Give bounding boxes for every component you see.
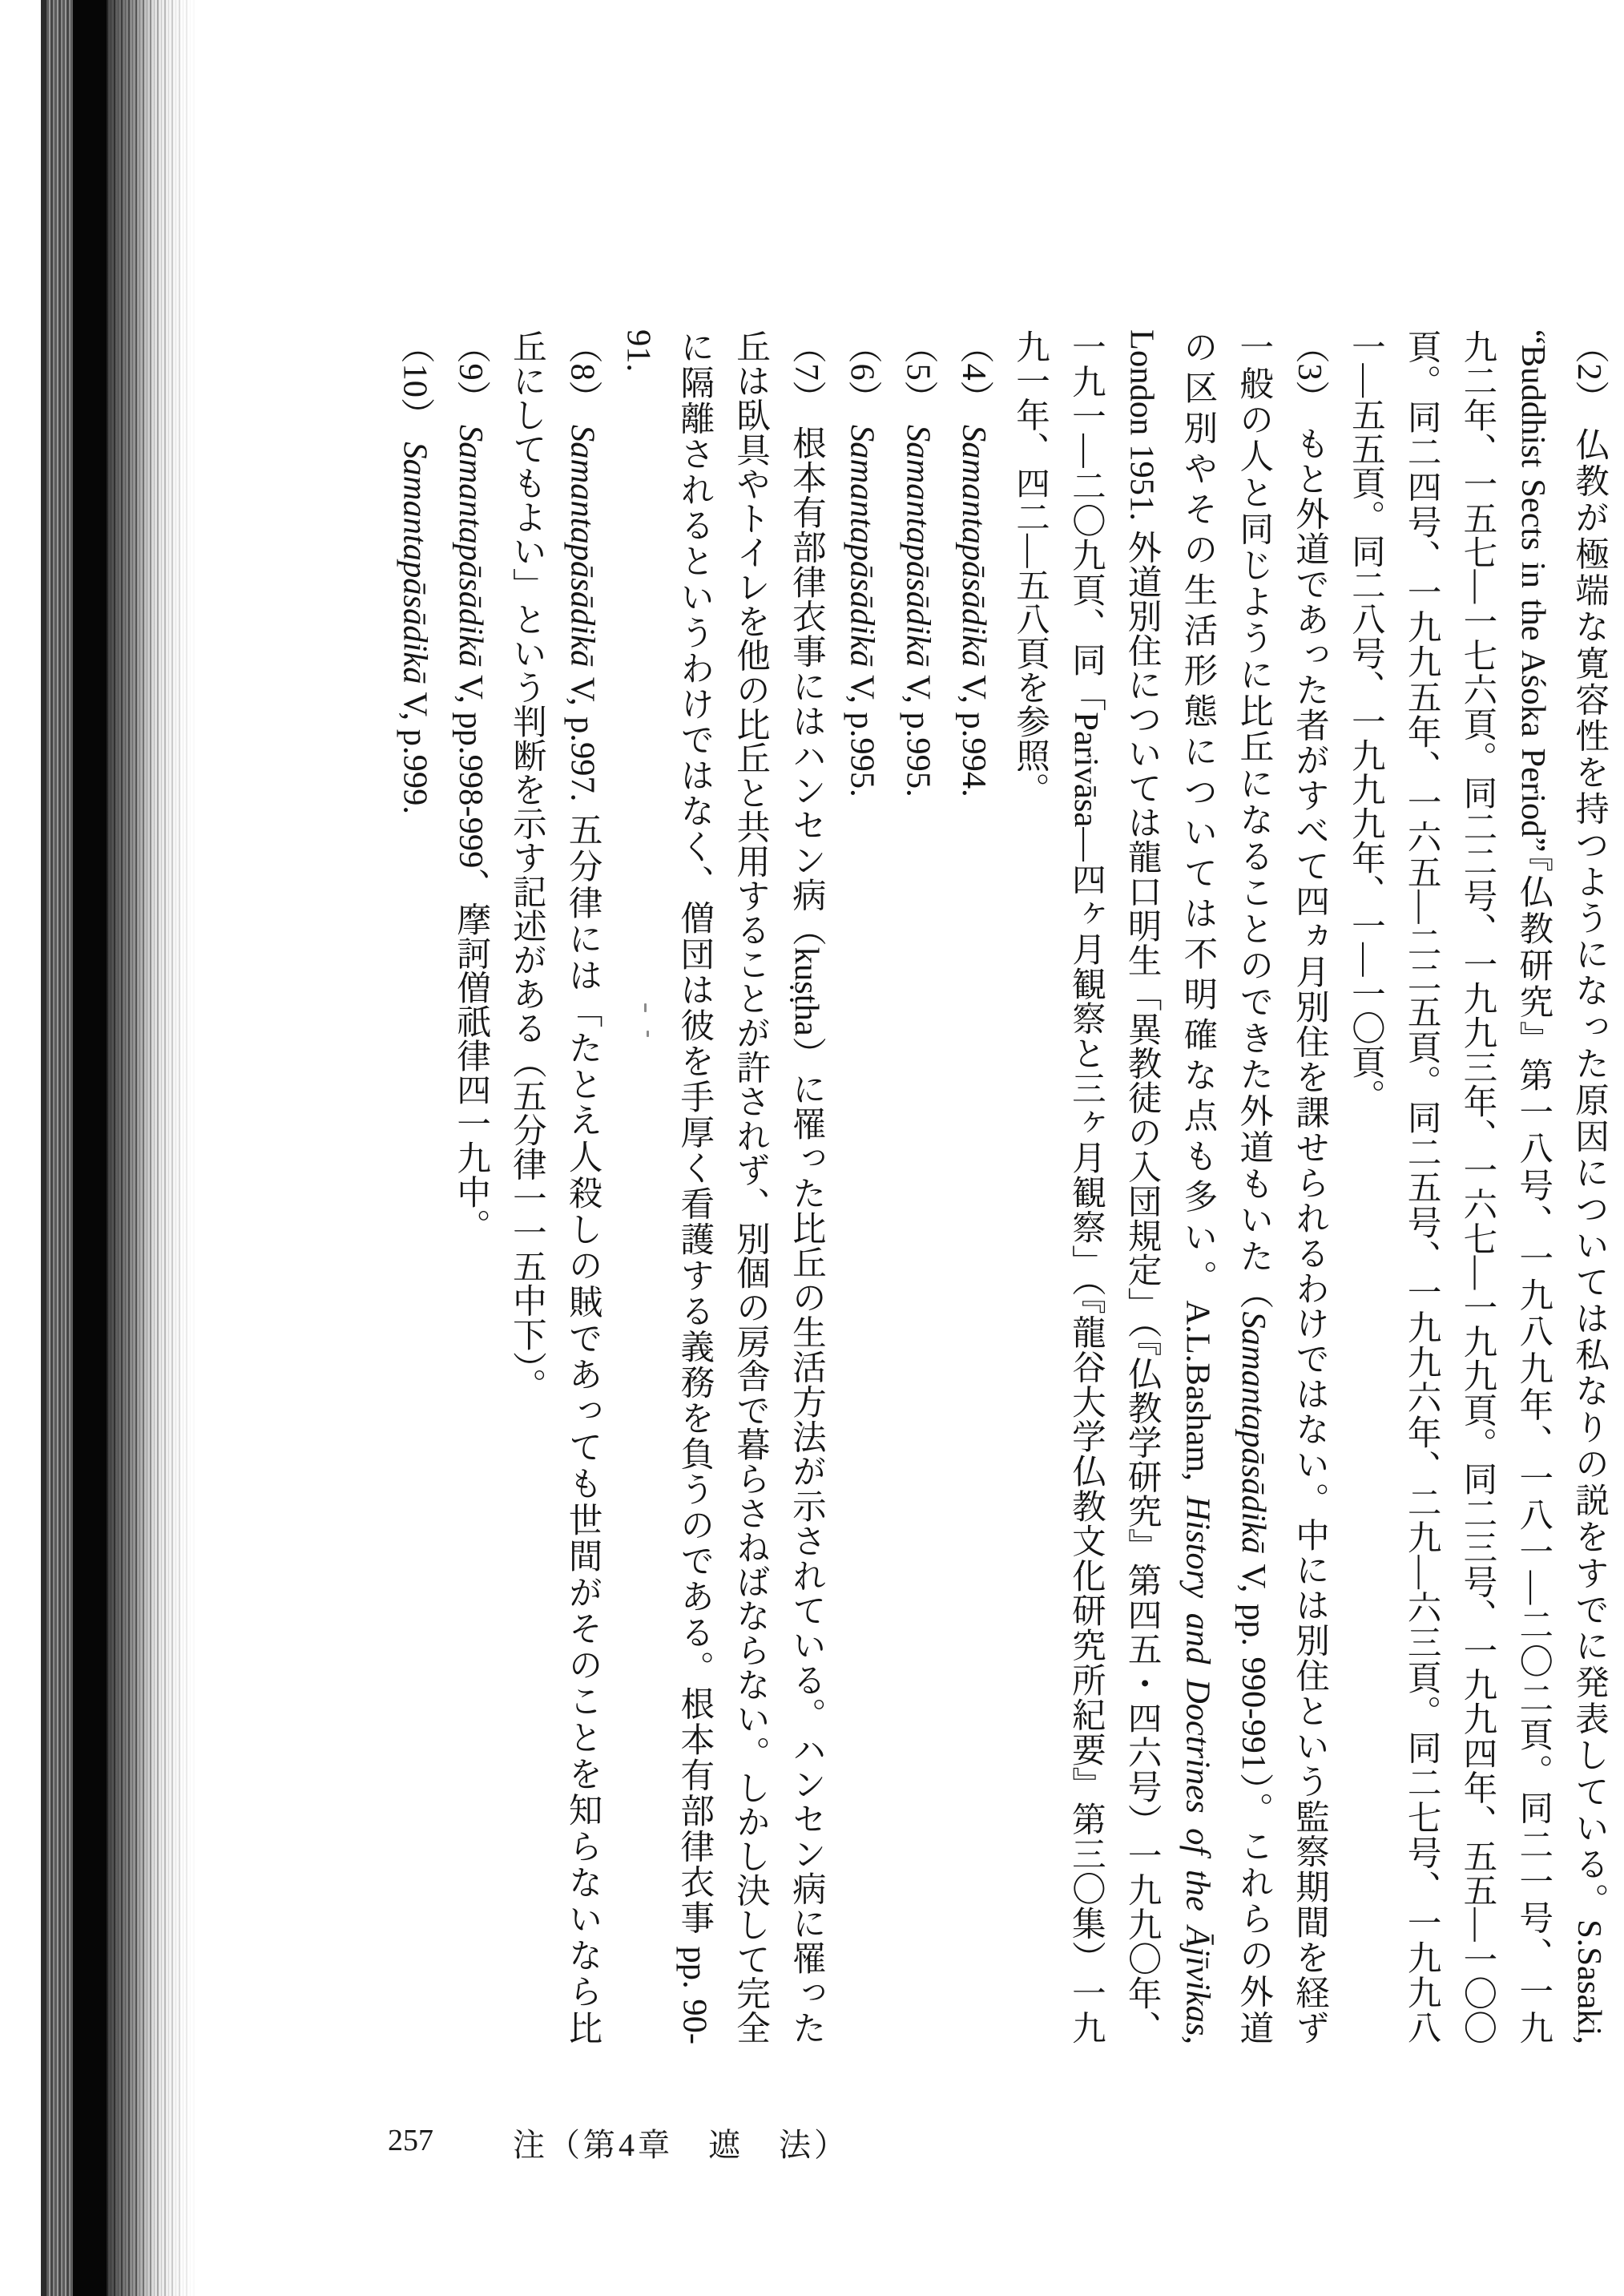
note-line bbox=[1337, 329, 1393, 2044]
running-head: 注（第4章 遮 法） bbox=[513, 2127, 849, 2163]
italic-title: Samantapāsādikā bbox=[843, 425, 881, 668]
note-line bbox=[722, 329, 778, 2044]
note-text: の区別やその生活形態については不明確な点も多い。A.L.Basham, bbox=[1179, 329, 1217, 1496]
note-text: “Buddhist Sects in the Aśoka Period”『仏教研究』第一八号、一九八九年、一八一—二〇二頁。同二一号、一九 bbox=[1514, 329, 1553, 2044]
note-text: 一九一—二〇九頁、同「Parivāsa—四ヶ月観察と三ヶ月観察」（『龍谷大学仏教文化研究所紀要』第三〇集）一九 bbox=[1066, 329, 1105, 2044]
italic-title: History and Doctrines of the Ājīvikas, bbox=[1179, 1495, 1217, 2044]
note-number: （10） bbox=[396, 329, 434, 432]
italic-title: Samantapāsādikā bbox=[396, 442, 434, 684]
note-line bbox=[1225, 329, 1281, 2044]
italic-title: Samantapāsādikā bbox=[1235, 1311, 1273, 1554]
note-text: 一—五五頁。同二八号、一九九九年、一—一〇頁。 bbox=[1346, 329, 1384, 1113]
note-item bbox=[890, 329, 946, 2044]
note-item bbox=[1337, 329, 1617, 2044]
note-line bbox=[554, 329, 611, 2044]
note-item bbox=[834, 329, 890, 2044]
note-line bbox=[1449, 329, 1505, 2044]
binding-shadow-edge bbox=[41, 0, 46, 2296]
italic-title: Samantapāsādikā bbox=[563, 425, 602, 668]
note-text: V, pp. 990-991）。これらの外道 bbox=[1235, 1553, 1273, 2044]
note-item bbox=[498, 329, 611, 2044]
note-number: （4） bbox=[955, 329, 993, 415]
note-line bbox=[778, 329, 834, 2044]
note-text: 仏教が極端な寛容性を持つようになった原因については私なりの説をすでに発表している。S.Sasaki, bbox=[1570, 425, 1608, 2044]
note-number: （9） bbox=[452, 329, 490, 415]
note-text: 頁。同二四号、一九九五年、一六五—二二五頁。同二五号、一九九六年、二九—六三頁。同二七号、一九九八 bbox=[1402, 329, 1441, 2044]
note-line bbox=[386, 329, 442, 2044]
note-line bbox=[945, 329, 1001, 2044]
note-number: （6） bbox=[843, 329, 881, 415]
note-line bbox=[1281, 329, 1337, 2044]
note-item bbox=[442, 329, 498, 2044]
note-line bbox=[1505, 329, 1561, 2044]
binding-shadow-fade bbox=[107, 0, 196, 2296]
note-line bbox=[890, 329, 946, 2044]
note-line bbox=[611, 329, 667, 2044]
note-text: 九二年、一五七—一七六頁。同二二号、一九九三年、一六七—一九九頁。同二三号、一九九四年、五五—一〇〇 bbox=[1458, 329, 1497, 2044]
notes-body bbox=[386, 329, 1617, 2044]
note-text: 丘は臥具やトイレを他の比丘と共用することが許されず、別個の房舎で暮らさねばならない。しかし決して完全 bbox=[731, 329, 770, 2044]
note-text: 91. bbox=[619, 329, 658, 373]
note-line bbox=[442, 329, 498, 2044]
note-text: 九一年、四二—五八頁を参照。 bbox=[1011, 329, 1050, 806]
note-line bbox=[1001, 329, 1058, 2044]
note-line bbox=[834, 329, 890, 2044]
italic-title: Samantapāsādikā bbox=[955, 425, 993, 668]
note-line bbox=[1114, 329, 1170, 2044]
note-text: V, p.999. bbox=[396, 684, 434, 815]
note-text: V, p.995. bbox=[843, 667, 881, 797]
note-text: もと外道であった者がすべて四ヵ月別住を課せられるわけではない。中には別住という監察期間を経ず bbox=[1291, 425, 1329, 2044]
note-text: V, p.994. bbox=[955, 667, 993, 797]
italic-title: Samantapāsādikā bbox=[452, 425, 490, 668]
note-text: 根本有部律衣事にはハンセン病（kuṣṭha）に罹った比丘の生活方法が示されている。ハンセン病に罹った bbox=[787, 425, 825, 2044]
note-line bbox=[498, 329, 554, 2044]
note-line bbox=[666, 329, 722, 2044]
italic-title: Samantapāsādikā bbox=[899, 425, 937, 668]
note-item bbox=[611, 329, 834, 2044]
note-number: （3） bbox=[1291, 329, 1329, 415]
note-text: V, pp.998-999、摩訶僧祇律四一九中。 bbox=[452, 667, 490, 1243]
note-line bbox=[1170, 329, 1226, 2044]
binding-shadow-gray bbox=[46, 0, 73, 2296]
note-text: に隔離されるというわけではなく、僧団は彼を手厚く看護する義務を負うのである。根本有部律衣事 pp. 90- bbox=[675, 329, 714, 2044]
note-text: V, p.995. bbox=[899, 667, 937, 797]
note-number: （8） bbox=[563, 329, 602, 415]
page-number: 257 bbox=[388, 2124, 433, 2157]
note-number: （7） bbox=[787, 329, 825, 415]
note-text: V, p.997. 五分律には「たとえ人殺しの賊であっても世間がそのことを知らないなら比 bbox=[563, 667, 602, 2044]
page-footer bbox=[388, 2120, 885, 2161]
note-number: （5） bbox=[899, 329, 937, 415]
note-text: 丘にしてもよい」という判断を示す記述がある（五分律一一五中下）。 bbox=[507, 329, 546, 1402]
note-number: （2） bbox=[1570, 329, 1608, 415]
note-item bbox=[386, 329, 442, 2044]
binding-shadow-black bbox=[73, 0, 107, 2296]
note-text: London 1951. 外道別住については龍口明生「異教徒の入団規定」（『仏教学研究』第四五・四六号）一九九〇年、 bbox=[1122, 329, 1161, 2044]
note-text: 一般の人と同じように比丘になることのできた外道もいた（ bbox=[1235, 329, 1273, 1312]
note-line bbox=[1393, 329, 1449, 2044]
note-item bbox=[1001, 329, 1337, 2044]
note-line bbox=[1561, 329, 1617, 2044]
note-item bbox=[945, 329, 1001, 2044]
note-line bbox=[1058, 329, 1114, 2044]
